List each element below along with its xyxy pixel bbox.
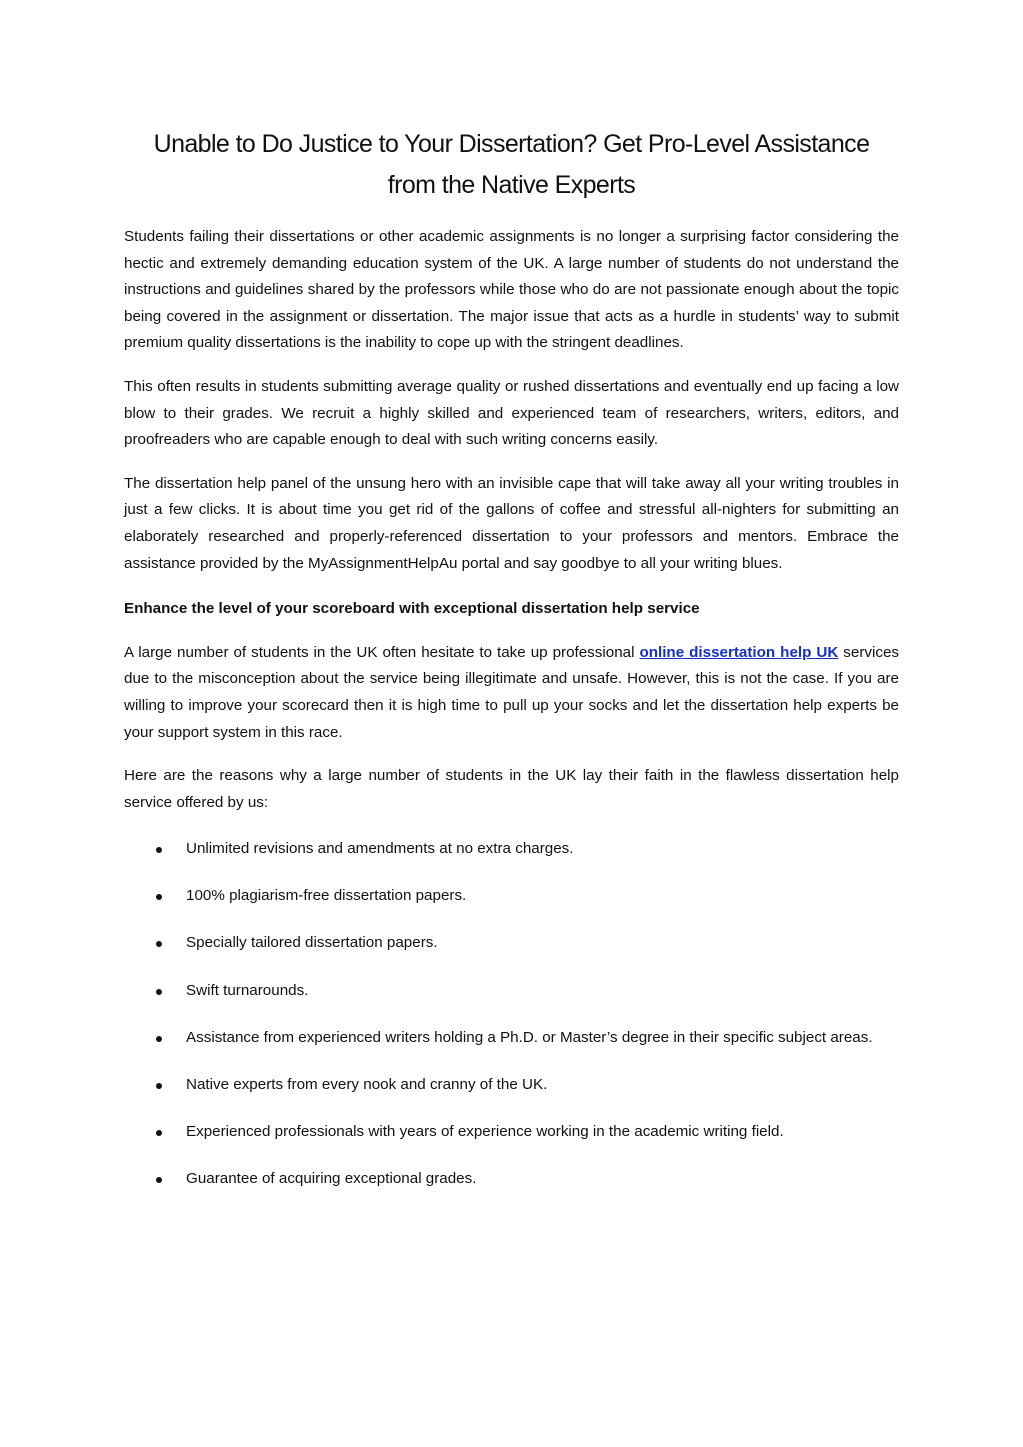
list-item-text: Specially tailored dissertation papers. [186,934,438,952]
paragraph-with-link [124,640,899,746]
list-item [124,1166,899,1193]
paragraph-results: This often results in students submitting average quality or rushed dissertations and eventually end up facing a low blow to their grades. We recruit a highly skilled and experienced team of researchers, writers, editors, and proofreaders who are capable enough to deal with such writing concerns easily. [124,377,899,449]
list-item [124,1025,899,1052]
list-item-text: Native experts from every nook and cranny of the UK. [186,1075,548,1093]
list-item-text: Assistance from experienced writers holding a Ph.D. or Master’s degree in their specific subject areas. [186,1028,873,1046]
bullet-icon [156,1177,162,1183]
list-item-text: Unlimited revisions and amendments at no extra charges. [186,840,574,858]
title-line-2: from the Native Experts [387,171,636,199]
document-content [124,124,899,1213]
title-line-1: Unable to Do Justice to Your Dissertation? Get Pro-Level Assistance [153,130,870,158]
list-item-text: Experienced professionals with years of experience working in the academic writing field. [186,1122,784,1140]
paragraph-reasons-intro: Here are the reasons why a large number of students in the UK lay their faith in the flawless dissertation help service offered by us: [124,767,899,811]
bullet-icon [156,1130,162,1136]
list-item [124,1072,899,1099]
paragraph-help-panel: The dissertation help panel of the unsung hero with an invisible cape that will take away all your writing troubles in just a few clicks. It is about time you get rid of the gallons of coffee and stressful all-nighters for submitting an elaborately researched and properly-referenced dissertation to your professors and mentors. Embrace the assistance provided by the MyAssignmentHelpAu portal and say goodbye to all your writing blues. [124,474,899,572]
list-item [124,1119,899,1146]
list-item [124,978,899,1005]
bullet-icon [156,847,162,853]
list-item-text: Swift turnarounds. [186,981,309,999]
list-item-text: 100% plagiarism-free dissertation papers. [186,887,467,905]
link-paragraph-before: A large number of students in the UK often hesitate to take up professional [124,643,640,661]
link-paragraph-after: services due to the misconception about the service being illegitimate and unsafe. However, this is not the case. If you are willing to improve your scorecard then it is high time to pull up your socks and let the dissertation help experts be your support system in this race. [124,643,900,741]
paragraph-intro: Students failing their dissertations or other academic assignments is no longer a surprising factor considering the hectic and extremely demanding education system of the UK. A large number of students do not understand the instructions and guidelines shared by the professors while those who do are not passionate enough about the topic being covered in the assignment or dissertation. The major issue that acts as a hurdle in students’ way to submit premium quality dissertations is the inability to cope up with the stringent deadlines. [124,228,899,352]
bullet-icon [156,894,162,900]
reasons-list [124,836,899,1192]
bullet-icon [156,989,162,995]
document-title [124,124,899,206]
bullet-icon [156,1036,162,1042]
section-subheading: Enhance the level of your scoreboard with exceptional dissertation help service [124,600,700,618]
online-dissertation-help-link[interactable]: online dissertation help UK [639,643,839,661]
bullet-icon [156,941,162,947]
bullet-icon [156,1083,162,1089]
list-item [124,836,899,863]
list-item [124,883,899,910]
list-item [124,930,899,957]
list-item-text: Guarantee of acquiring exceptional grades. [186,1169,477,1187]
